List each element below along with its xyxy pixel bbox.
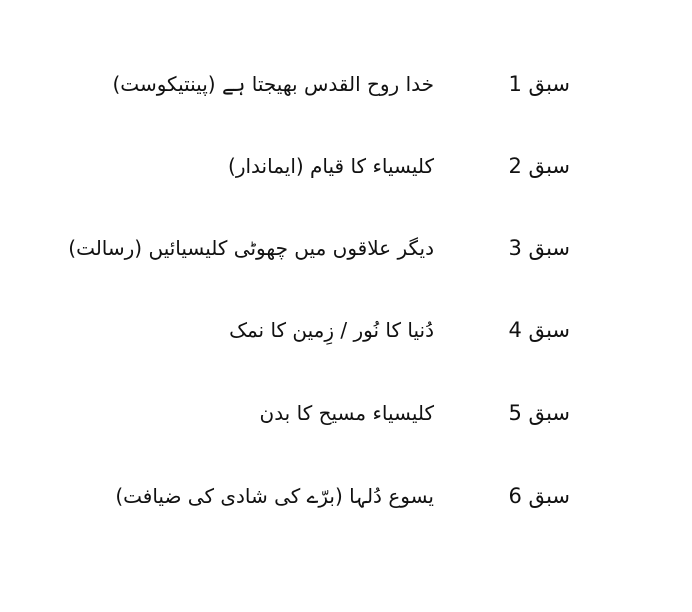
lesson-number: سبق 4 bbox=[508, 318, 570, 342]
lesson-number: سبق 1 bbox=[508, 72, 570, 96]
lesson-row-4 bbox=[0, 310, 692, 350]
lesson-row-3 bbox=[0, 228, 692, 268]
lesson-title: خدا روح القدس بھیجتا ہے (پینتیکوست) bbox=[112, 72, 434, 96]
lesson-title: یسوع دُلہا (برّے کی شادی کی ضیافت) bbox=[115, 484, 434, 508]
lesson-number: سبق 6 bbox=[508, 484, 570, 508]
lesson-title: کلیسیاء کا قیام (ایماندار) bbox=[228, 154, 434, 178]
lesson-row-1 bbox=[0, 64, 692, 104]
lesson-title: دُنیا کا نُور / زِمین کا نمک bbox=[229, 318, 434, 342]
lesson-number: سبق 5 bbox=[508, 401, 570, 425]
lesson-number: سبق 3 bbox=[508, 236, 570, 260]
lesson-title: دیگر علاقوں میں چھوٹی کلیسیائیں (رسالت) bbox=[68, 236, 434, 260]
lesson-title: کلیسیاء مسیح کا بدن bbox=[259, 401, 434, 425]
lesson-row-2 bbox=[0, 146, 692, 186]
lesson-number: سبق 2 bbox=[508, 154, 570, 178]
lesson-row-6 bbox=[0, 476, 692, 516]
lesson-row-5 bbox=[0, 393, 692, 433]
